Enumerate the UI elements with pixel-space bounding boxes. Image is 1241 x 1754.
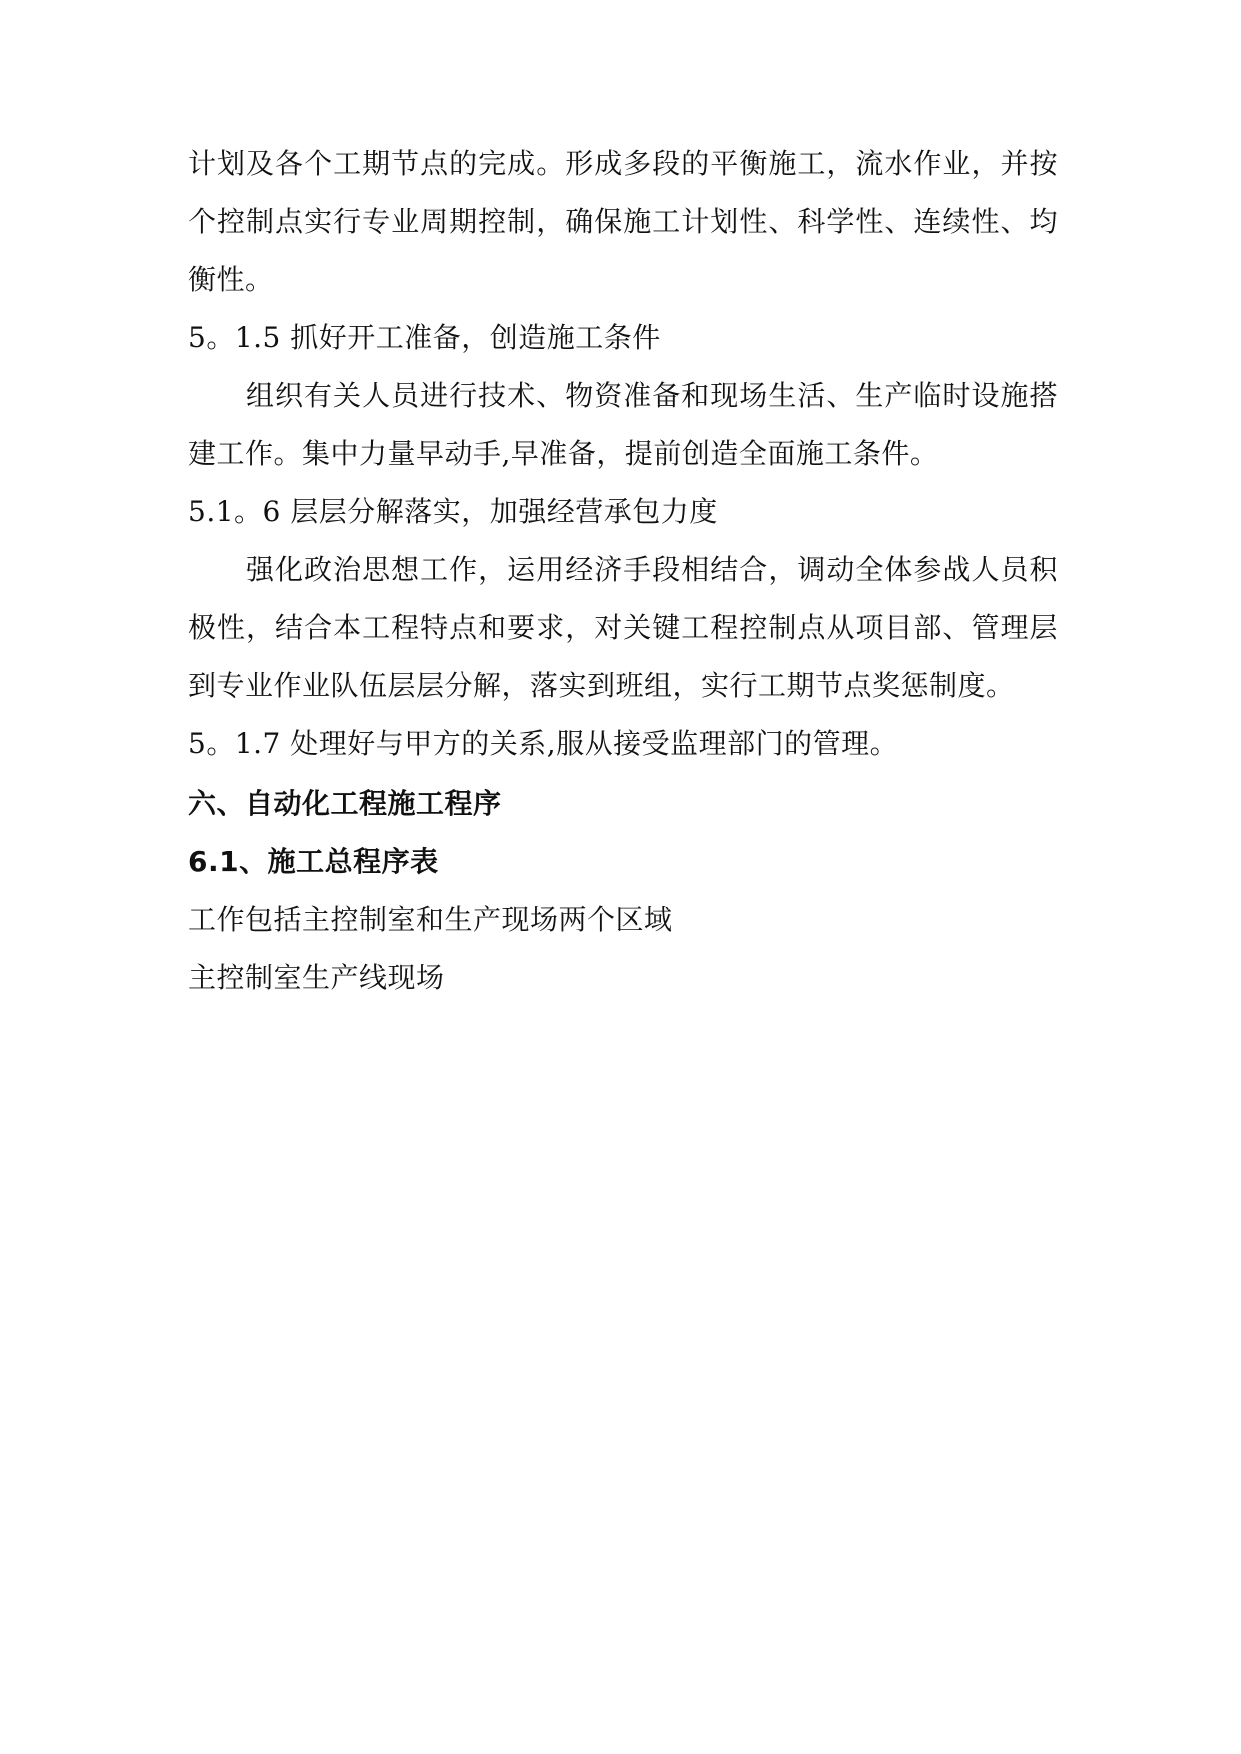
paragraph-line: 计划及各个工期节点的完成。形成多段的平衡施工，流水作业，并按 — [188, 147, 1058, 180]
paragraph-line: 极性，结合本工程特点和要求，对关键工程控制点从项目部、管理层 — [188, 611, 1058, 644]
subsection-title-5-1-6: 5.1。6 层层分解落实，加强经营承包力度 — [188, 495, 718, 528]
paragraph-line: 衡性。 — [188, 263, 274, 296]
paragraph-line: 工作包括主控制室和生产现场两个区域 — [188, 903, 673, 936]
subsection-title-5-1-7: 5。1.7 处理好与甲方的关系,服从接受监理部门的管理。 — [188, 727, 899, 760]
paragraph-line: 个控制点实行专业周期控制，确保施工计划性、科学性、连续性、均 — [188, 205, 1058, 238]
paragraph-line: 主控制室生产线现场 — [188, 961, 445, 994]
subsection-heading: 6.1、施工总程序表 — [188, 845, 439, 878]
section-heading: 六、自动化工程施工程序 — [188, 787, 502, 820]
paragraph-line: 强化政治思想工作，运用经济手段相结合，调动全体参战人员积 — [246, 553, 1058, 586]
paragraph-line: 到专业作业队伍层层分解，落实到班组，实行工期节点奖惩制度。 — [188, 669, 1015, 702]
paragraph-line: 组织有关人员进行技术、物资准备和现场生活、生产临时设施搭 — [246, 379, 1058, 412]
paragraph-line: 建工作。集中力量早动手,早准备，提前创造全面施工条件。 — [188, 437, 939, 470]
subsection-title-5-1-5: 5。1.5 抓好开工准备，创造施工条件 — [188, 321, 661, 354]
